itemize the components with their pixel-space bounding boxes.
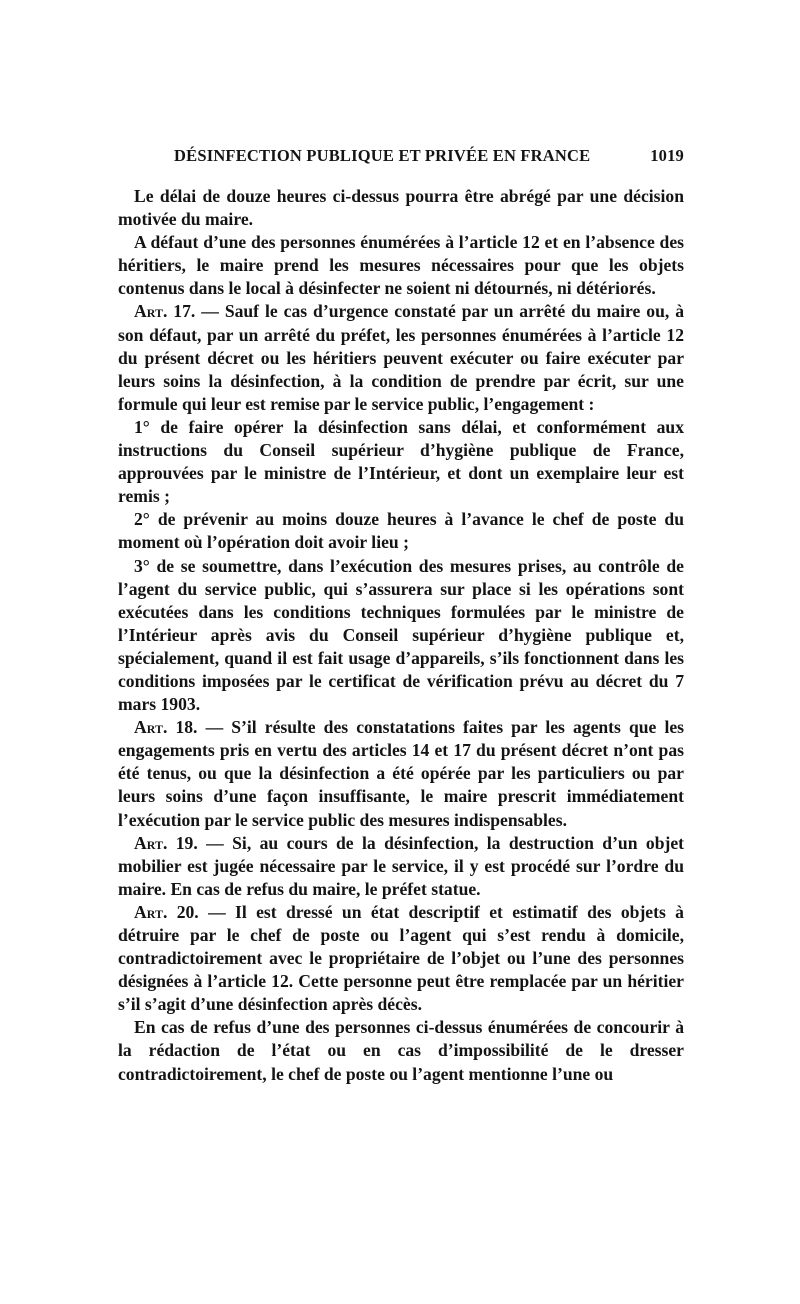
article-label: Art. 19. [134,832,198,853]
paragraph-text: A défaut d’une des personnes énumérées à l’article 12 et en l’absence des héritiers, le maire prend les mesures nécessaires pour que les objets contenus dans le local à désinfecter ne soient ni détournés, ni détériorés. [118,232,684,299]
paragraph [118,416,684,508]
paragraph [118,1016,684,1085]
paragraph-text: — Sauf le cas d’urgence constaté par un arrêté du maire ou, à son défaut, par un arrêté du préfet, les personnes énumérées à l’article 12 du présent décret ou les héritiers peuvent exécuter ou faire exécuter par leurs soins la désinfection, à la condition de prendre par écrit, sur une formule qui leur est remise par le service public, l’engagement : [118,301,684,414]
paragraph-text: 3° de se soumettre, dans l’exécution des mesures prises, au contrôle de l’agent du service public, qui s’assurera sur place si les opérations sont exécutées dans les conditions techniques formulées par le ministre de l’Intérieur après avis du Conseil supérieur d’hygiène publique et, spécialement, quand il est fait usage d’appareils, s’ils fonctionnent dans les conditions imposées par le certificat de vérification prévu au décret du 7 mars 1903. [118,555,684,715]
paragraph [118,555,684,717]
running-title: DÉSINFECTION PUBLIQUE ET PRIVÉE EN FRANCE [174,146,591,165]
paragraph-text: — Si, au cours de la désinfection, la destruction d’un objet mobilier est jugée nécessaire par le service, il y est procédé sur l’ordre du maire. En cas de refus du maire, le préfet statue. [118,832,685,899]
paragraph [118,231,684,300]
paragraph [118,508,684,554]
article-19 [118,832,684,901]
running-header [118,146,684,172]
document-page [118,146,684,1086]
paragraph-text: 1° de faire opérer la désinfection sans délai, et conformément aux instructions du Conseil supérieur d’hygiène publique de France, approuvées par le ministre de l’Intérieur, et dont un exemplaire leur est remis ; [118,416,684,507]
page-number: 1019 [650,146,684,165]
paragraph [118,185,684,231]
article-label: Art. 17. [134,301,196,322]
paragraph-text: — S’il résulte des constatations faites par les agents que les engagements pris en vertu des articles 14 et 17 du présent décret n’ont pas été tenus, ou que la désinfection a été opérée par les particuliers ou par leurs soins d’une façon insuffisante, le maire prescrit immédiatement l’exécution par le service public des mesures indispensables. [118,717,685,830]
article-18 [118,716,684,831]
article-20 [118,901,684,1016]
article-label: Art. 20. [134,901,199,922]
paragraph-text: Le délai de douze heures ci-dessus pourra être abrégé par une décision motivée du maire. [118,186,684,230]
article-label: Art. 18. [134,717,198,738]
article-17 [118,300,684,415]
paragraph-text: 2° de prévenir au moins douze heures à l’avance le chef de poste du moment où l’opération doit avoir lieu ; [118,509,684,553]
paragraph-text: En cas de refus d’une des personnes ci-dessus énumérées de concourir à la rédaction de l’état ou en cas d’impossibilité de le dresser contradictoirement, le chef de poste ou l’agent mentionne l’une ou [118,1017,684,1084]
paragraph-text: — Il est dressé un état descriptif et estimatif des objets à détruire par le chef de poste ou l’agent qui s’est rendu à domicile, contradictoirement avec le propriétaire de l’objet ou l’une des personnes désignées à l’article 12. Cette personne peut être remplacée par un héritier s’il s’agit d’une désinfection après décès. [118,901,684,1015]
body-text [118,185,684,1086]
